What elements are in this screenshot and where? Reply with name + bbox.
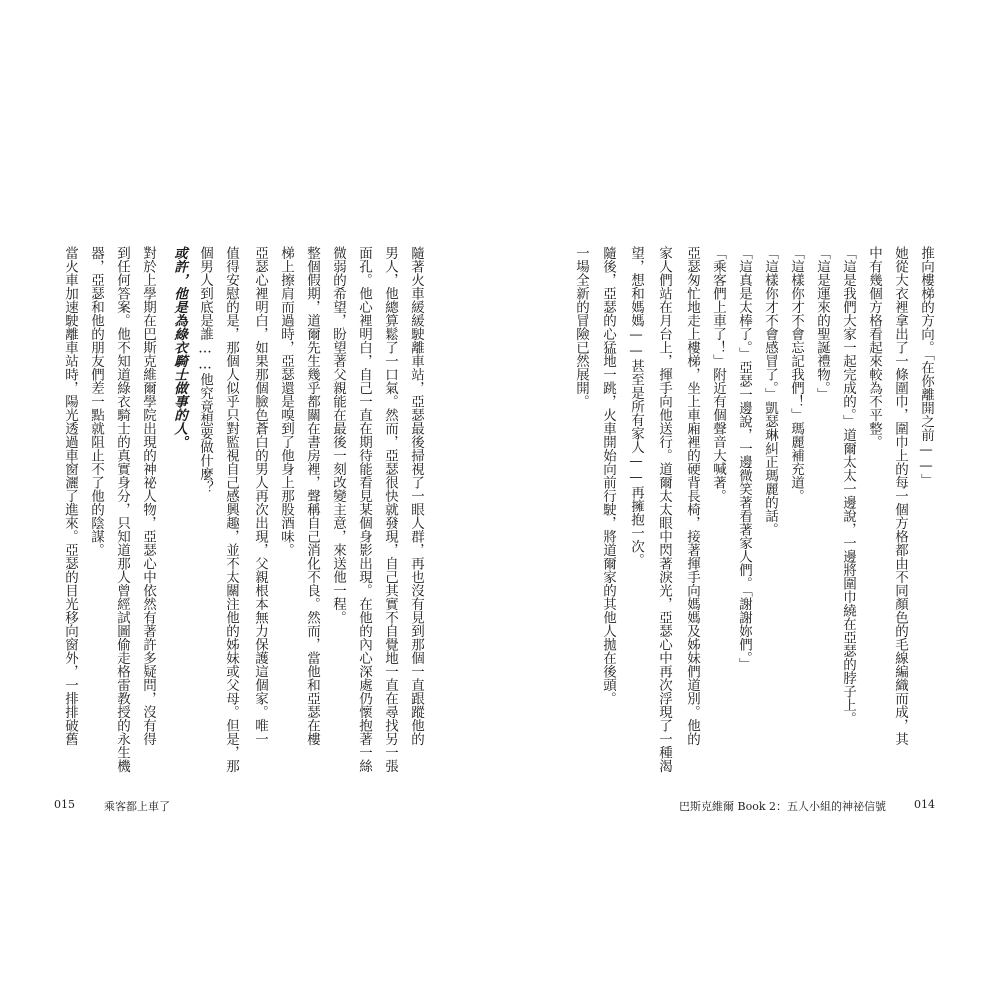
text-column: 當火車加速駛離車站時，陽光透過車窗灑了進來。亞瑟的目光移向窗外，一排排破舊 [62,246,78,746]
text-column: 微弱的希望，盼望著父親能在最後一刻改變主意，來送他一程。 [330,246,346,624]
running-head: 巴斯克維爾 Book 2：五人小組的神祕信號 [679,800,886,813]
text-column: 推向樓梯的方向。「在你離開之前——」 [918,246,934,488]
page-number: 014 [914,798,935,811]
text-column: 中有幾個方格看起來較為不平整。 [866,246,882,449]
running-head: 乘客都上車了 [104,800,170,813]
text-column: 她從大衣裡拿出了一條圍巾，圍巾上的每一個方格都由不同顏色的毛線編織而成，其 [892,246,908,746]
text-column: 望，想和媽媽——甚至是所有家人——再擁抱一次。 [628,246,644,567]
text-column: 家人們站在月台上，揮手向他送行。道爾太太眼中閃著淚光，亞瑟心中再次浮現了一種渴 [656,246,672,773]
text-column: 梯上擦肩而過時，亞瑟還是嗅到了他身上那股酒味。 [278,246,294,557]
text-column: 「這樣你才不會忘記我們！」瑪麗補充道。 [788,246,804,503]
text-column: 隨著火車緩緩駛離車站，亞瑟最後掃視了一眼人群，再也沒有見到那個一直跟蹤他的 [408,246,424,746]
text-column: 值得安慰的是，那個人似乎只對監視自己感興趣，並不太關注他的姊妹或父母。但是，那 [223,246,239,773]
text-column: 整個假期，道爾先生幾乎都關在書房裡，聲稱自己消化不良。然而，當他和亞瑟在樓 [304,246,320,746]
text-column: 「這真是太棒了。」亞瑟一邊說，一邊微笑著看著家人們。「謝謝妳們。」 [736,246,752,672]
text-column: 「這是運來的聖誕禮物。」 [814,246,830,402]
text-column: 「乘客們上車了！」附近有個聲音大喊著。 [710,246,726,503]
text-column: 「這樣你才不會感冒了。」凱瑟琳糾正瑪麗的話。 [762,246,778,537]
text-column: 器，亞瑟和他的朋友們差一點就阻止不了他的陰謀。 [88,246,104,557]
text-column: 個男人到底是誰……他究竟想要做什麼？ [197,246,213,494]
text-column: 亞瑟心裡明白，如果那個臉色蒼白的男人再次出現，父親根本無力保護這個家。唯一 [252,246,268,746]
text-column: 對於上學期在巴斯克維爾學院出現的神祕人物，亞瑟心中依然有著許多疑問，沒有得 [140,246,156,746]
text-column: 亞瑟匆忙地走上樓梯，坐上車廂裡的硬背長椅，接著揮手向媽媽及姊妹們道別。他的 [684,246,700,746]
page-number: 015 [54,798,75,811]
text-column: 「這是我們大家一起完成的。」道爾太太一邊說，一邊將圍巾繞在亞瑟的脖子上。 [840,246,856,726]
emphasis-column: 或許，他是為綠衣騎士做事的人。 [171,246,187,449]
text-column: 到任何答案。他不知道綠衣騎士的真實身分，只知道那人曾經試圖偷走格雷教授的永生機 [114,246,130,773]
text-column: 隨後，亞瑟的心猛地一跳，火車開始向前行駛，將道爾家的其他人拋在後頭。 [600,246,616,705]
text-column: 面孔。他心裡明白，自己一直在期待能看見某個身影出現。在他的內心深處仍懷抱著一絲 [356,246,372,773]
text-column: 一場全新的冒險已然展開。 [573,246,589,408]
text-column: 男人，他總算鬆了一口氣。然而，亞瑟很快就發現，自己其實不自覺地一直在尋找另一張 [382,246,398,773]
